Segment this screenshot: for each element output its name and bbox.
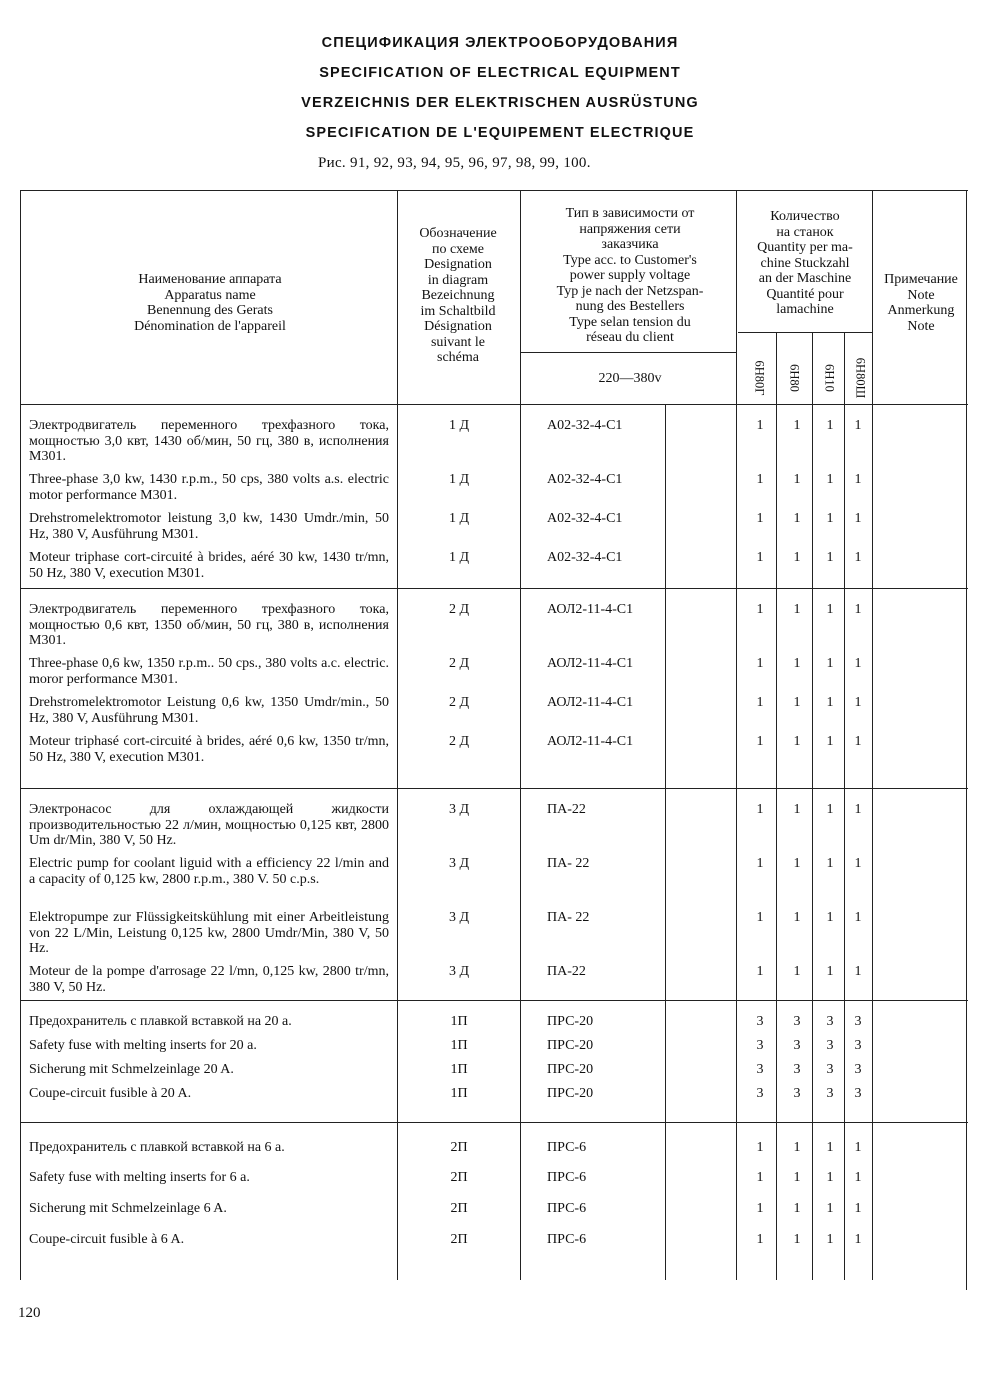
quantity-cell: 1 — [793, 1170, 801, 1185]
table-column-rule — [812, 332, 813, 1280]
apparatus-name: Предохранитель с плавкой вставкой на 6 а. — [29, 1140, 285, 1155]
quantity-cell: 1 — [756, 418, 764, 433]
quantity-cell: 1 — [826, 511, 834, 526]
table-rule — [20, 788, 968, 789]
quantity-cell: 3 — [756, 1014, 764, 1029]
type-cell: А02-32-4-С1 — [547, 418, 623, 433]
type-cell: А02-32-4-С1 — [547, 511, 623, 526]
designation-cell: 1 Д — [448, 472, 470, 487]
designation-cell: 3 Д — [448, 964, 470, 979]
header-type: Тип в зависимости от напряжения сети заказчика Type acc. to Customer's power supply voltage Typ je nach der Netzspan- nung des Bestellers Type selan tension du réseau du client — [556, 206, 704, 345]
quantity-cell: 3 — [826, 1062, 834, 1077]
table-column-rule — [776, 332, 777, 1280]
designation-cell: 2П — [450, 1232, 468, 1247]
table-rule — [20, 1122, 968, 1123]
designation-cell: 2 Д — [448, 656, 470, 671]
quantity-cell: 1 — [854, 910, 862, 925]
type-cell: АОЛ2-11-4-С1 — [547, 656, 634, 671]
quantity-cell: 3 — [854, 1062, 862, 1077]
quantity-cell: 1 — [826, 656, 834, 671]
quantity-cell: 1 — [793, 695, 801, 710]
quantity-cell: 1 — [756, 511, 764, 526]
designation-cell: 1П — [450, 1014, 468, 1029]
apparatus-name: Coupe-circuit fusible à 20 A. — [29, 1086, 192, 1101]
quantity-cell: 3 — [793, 1062, 801, 1077]
quantity-cell: 1 — [793, 1232, 801, 1247]
title-fr: SPECIFICATION DE L'EQUIPEMENT ELECTRIQUE — [305, 125, 695, 141]
apparatus-name: Three-phase 0,6 kw, 1350 r.p.m.. 50 cps., 380 volts a.c. electric. moror performance M301. — [29, 656, 389, 687]
specification-table — [20, 190, 968, 1290]
type-cell: ПА-22 — [547, 964, 586, 979]
quantity-cell: 1 — [793, 656, 801, 671]
table-column-rule — [966, 190, 967, 1290]
quantity-cell: 1 — [756, 802, 764, 817]
designation-cell: 2 Д — [448, 734, 470, 749]
apparatus-name: Safety fuse with melting inserts for 20 a. — [29, 1038, 257, 1053]
type-cell: А02-32-4-С1 — [547, 472, 623, 487]
quantity-cell: 3 — [854, 1014, 862, 1029]
title-de: VERZEICHNIS DER ELEKTRISCHEN AUSRÜSTUNG — [301, 95, 699, 111]
apparatus-name: Coupe-circuit fusible à 6 A. — [29, 1232, 185, 1247]
model-6n80: 6Н80 — [787, 364, 802, 392]
quantity-cell: 1 — [826, 550, 834, 565]
quantity-cell: 1 — [854, 695, 862, 710]
designation-cell: 1П — [450, 1086, 468, 1101]
quantity-cell: 1 — [854, 734, 862, 749]
quantity-cell: 1 — [756, 550, 764, 565]
quantity-cell: 1 — [756, 1170, 764, 1185]
quantity-cell: 3 — [854, 1038, 862, 1053]
header-note: Примечание Note Anmerkung Note — [884, 272, 958, 334]
quantity-cell: 3 — [756, 1086, 764, 1101]
title-ru: СПЕЦИФИКАЦИЯ ЭЛЕКТРООБОРУДОВАНИЯ — [321, 35, 679, 51]
quantity-cell: 1 — [793, 602, 801, 617]
type-cell: А02-32-4-С1 — [547, 550, 623, 565]
table-rule — [20, 1000, 968, 1001]
apparatus-name: Электродвигатель переменного трехфазного тока, мощностью 3,0 квт, 1430 об/мин, 50 гц, 380 в, исполнения М301. — [29, 418, 389, 464]
apparatus-name: Elektropumpe zur Flüssigkeitskühlung mit einer Arbeitleistung von 22 L/Min, Leistung 0,125 kw, 2800 Umdr/Min, 380 V, 50 Hz. — [29, 910, 389, 956]
quantity-cell: 1 — [793, 910, 801, 925]
document-titles — [0, 28, 1000, 148]
quantity-cell: 1 — [756, 964, 764, 979]
quantity-cell: 1 — [756, 856, 764, 871]
quantity-cell: 1 — [826, 964, 834, 979]
quantity-cell: 1 — [854, 856, 862, 871]
quantity-cell: 3 — [793, 1014, 801, 1029]
quantity-cell: 1 — [826, 472, 834, 487]
model-6n80sh: 6Н80Ш — [853, 357, 868, 399]
apparatus-name: Drehstromelektromotor Leistung 0,6 kw, 1350 Umdr/min., 50 Hz, 380 V, Ausführung M301. — [29, 695, 389, 726]
designation-cell: 2П — [450, 1170, 468, 1185]
table-rule — [20, 404, 968, 405]
designation-cell: 1 Д — [448, 550, 470, 565]
type-cell: ПРС-20 — [547, 1038, 594, 1053]
designation-cell: 2 Д — [448, 695, 470, 710]
type-cell: ПА- 22 — [547, 856, 590, 871]
quantity-cell: 1 — [854, 1170, 862, 1185]
quantity-cell: 3 — [756, 1062, 764, 1077]
table-rule — [520, 352, 736, 353]
apparatus-name: Three-phase 3,0 kw, 1430 r.p.m., 50 cps, 380 volts a.s. electric motor performance M301. — [29, 472, 389, 503]
type-cell: АОЛ2-11-4-С1 — [547, 695, 634, 710]
quantity-cell: 1 — [793, 964, 801, 979]
quantity-cell: 1 — [793, 550, 801, 565]
quantity-cell: 1 — [854, 964, 862, 979]
apparatus-name: Sicherung mit Schmelzeinlage 6 A. — [29, 1201, 227, 1216]
quantity-cell: 1 — [854, 1232, 862, 1247]
type-cell: ПРС-6 — [547, 1170, 587, 1185]
apparatus-name: Sicherung mit Schmelzeinlage 20 A. — [29, 1062, 234, 1077]
type-cell: ПРС-6 — [547, 1140, 587, 1155]
quantity-cell: 1 — [826, 802, 834, 817]
designation-cell: 1П — [450, 1062, 468, 1077]
quantity-cell: 1 — [826, 1140, 834, 1155]
title-en: SPECIFICATION OF ELECTRICAL EQUIPMENT — [319, 65, 681, 81]
designation-cell: 1 Д — [448, 418, 470, 433]
page-number: 120 — [18, 1305, 41, 1321]
quantity-cell: 1 — [793, 511, 801, 526]
model-6n10: 6Н10 — [822, 364, 837, 392]
quantity-cell: 1 — [826, 418, 834, 433]
table-column-rule — [520, 190, 521, 1280]
quantity-cell: 1 — [826, 1232, 834, 1247]
quantity-cell: 1 — [756, 734, 764, 749]
quantity-cell: 1 — [756, 1201, 764, 1216]
quantity-cell: 3 — [854, 1086, 862, 1101]
designation-cell: 3 Д — [448, 802, 470, 817]
designation-cell: 3 Д — [448, 856, 470, 871]
quantity-cell: 3 — [793, 1086, 801, 1101]
quantity-cell: 1 — [826, 1201, 834, 1216]
quantity-cell: 1 — [793, 472, 801, 487]
table-column-rule — [844, 332, 845, 1280]
model-6n80g: 6Н80Г — [752, 360, 767, 396]
designation-cell: 2 Д — [448, 602, 470, 617]
quantity-cell: 1 — [854, 802, 862, 817]
type-cell: ПРС-6 — [547, 1232, 587, 1247]
quantity-cell: 3 — [826, 1038, 834, 1053]
quantity-cell: 1 — [793, 1140, 801, 1155]
quantity-cell: 1 — [826, 1170, 834, 1185]
quantity-cell: 1 — [854, 472, 862, 487]
quantity-cell: 1 — [756, 1140, 764, 1155]
quantity-cell: 1 — [793, 802, 801, 817]
quantity-cell: 1 — [826, 602, 834, 617]
quantity-cell: 1 — [854, 1140, 862, 1155]
quantity-cell: 1 — [756, 656, 764, 671]
quantity-cell: 1 — [826, 856, 834, 871]
quantity-cell: 1 — [854, 1201, 862, 1216]
quantity-cell: 1 — [826, 734, 834, 749]
table-rule — [738, 332, 872, 333]
type-cell: АОЛ2-11-4-С1 — [547, 734, 634, 749]
type-cell: ПРС-20 — [547, 1062, 594, 1077]
apparatus-name: Moteur triphase cort-circuité à brides, aéré 30 kw, 1430 tr/mn, 50 Hz, 380 V, execution M301. — [29, 550, 389, 581]
designation-cell: 3 Д — [448, 910, 470, 925]
type-cell: АОЛ2-11-4-С1 — [547, 602, 634, 617]
quantity-cell: 1 — [826, 695, 834, 710]
designation-cell: 2П — [450, 1201, 468, 1216]
apparatus-name: Electric pump for coolant liguid with a efficiency 22 l/min and a capacity of 0,125 kw, 2800 r.p.m., 380 V. 50 c.p.s. — [29, 856, 389, 887]
quantity-cell: 3 — [756, 1038, 764, 1053]
quantity-cell: 1 — [826, 910, 834, 925]
table-column-rule — [872, 190, 873, 1280]
header-apparatus: Наименование аппарата Apparatus name Benennung des Gerats Dénomination de l'appareil — [134, 272, 286, 334]
quantity-cell: 1 — [793, 418, 801, 433]
table-rule — [20, 588, 968, 589]
designation-cell: 1 Д — [448, 511, 470, 526]
quantity-cell: 3 — [793, 1038, 801, 1053]
quantity-cell: 1 — [854, 602, 862, 617]
quantity-cell: 1 — [793, 734, 801, 749]
quantity-cell: 1 — [756, 1232, 764, 1247]
quantity-cell: 1 — [756, 602, 764, 617]
table-column-rule — [20, 190, 21, 1280]
quantity-cell: 1 — [793, 856, 801, 871]
quantity-cell: 1 — [854, 511, 862, 526]
apparatus-name: Moteur triphasé cort-circuité à brides, aéré 0,6 kw, 1350 tr/mn, 50 Hz, 380 V, execution M301. — [29, 734, 389, 765]
table-column-rule — [397, 190, 398, 1280]
designation-cell: 2П — [450, 1140, 468, 1155]
type-cell: ПРС-6 — [547, 1201, 587, 1216]
header-voltage: 220—380v — [598, 371, 662, 386]
quantity-cell: 1 — [756, 695, 764, 710]
type-cell: ПРС-20 — [547, 1014, 594, 1029]
type-cell: ПА-22 — [547, 802, 586, 817]
apparatus-name: Moteur de la pompe d'arrosage 22 l/mn, 0,125 kw, 2800 tr/mn, 380 V, 50 Hz. — [29, 964, 389, 995]
quantity-cell: 1 — [854, 656, 862, 671]
quantity-cell: 1 — [756, 910, 764, 925]
apparatus-name: Предохранитель с плавкой вставкой на 20 а. — [29, 1014, 292, 1029]
quantity-cell: 3 — [826, 1014, 834, 1029]
quantity-cell: 1 — [854, 418, 862, 433]
designation-cell: 1П — [450, 1038, 468, 1053]
table-column-rule — [665, 404, 666, 1280]
quantity-cell: 3 — [826, 1086, 834, 1101]
apparatus-name: Электронасос для охлаждающей жидкости производительностью 22 л/мин, мощностью 0,125 квт, 2800 Um dr/Min, 380 V, 50 Hz. — [29, 802, 389, 848]
figure-reference: Рис. 91, 92, 93, 94, 95, 96, 97, 98, 99, 100. — [318, 155, 591, 171]
type-cell: ПРС-20 — [547, 1086, 594, 1101]
type-cell: ПА- 22 — [547, 910, 590, 925]
table-rule — [20, 190, 968, 191]
quantity-cell: 1 — [756, 472, 764, 487]
quantity-cell: 1 — [854, 550, 862, 565]
apparatus-name: Safety fuse with melting inserts for 6 a. — [29, 1170, 250, 1185]
header-quantity: Количество на станок Quantity per ma- chine Stuckzahl an der Maschine Quantité pour lamachine — [757, 209, 853, 317]
table-column-rule — [736, 190, 737, 1280]
apparatus-name: Drehstromelektromotor leistung 3,0 kw, 1430 Umdr./min, 50 Hz, 380 V, Ausführung M301. — [29, 511, 389, 542]
header-designation: Обозначение по схеме Designation in diagram Bezeichnung im Schaltbild Désignation suivant le schéma — [419, 226, 497, 365]
apparatus-name: Электродвигатель переменного трехфазного тока, мощностью 0,6 квт, 1350 об/мин, 50 гц, 380 в, исполнения М301. — [29, 602, 389, 648]
quantity-cell: 1 — [793, 1201, 801, 1216]
